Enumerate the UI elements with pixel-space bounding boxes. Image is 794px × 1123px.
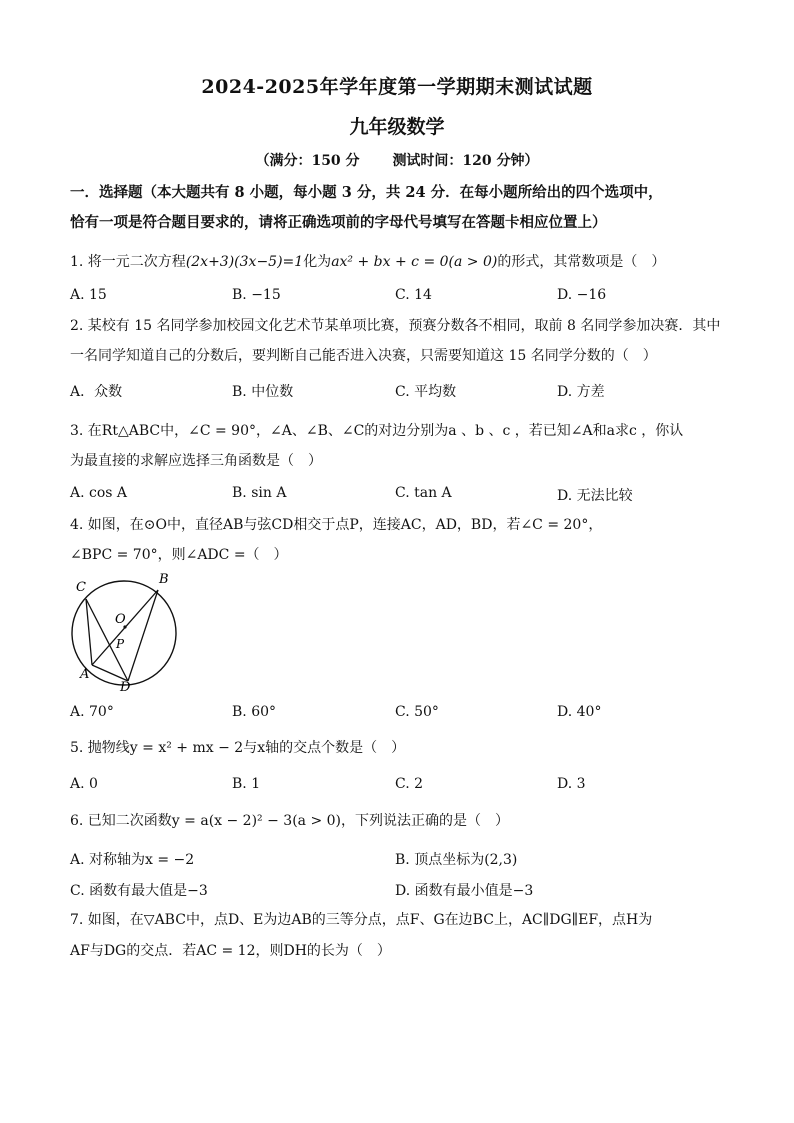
label-c: C — [76, 580, 86, 595]
section-heading-line2: 恰有一项是符合题目要求的，请将正确选项前的字母代号填写在答题卡相应位置上） — [70, 214, 607, 231]
q6-option-d[interactable]: D. 函数有最小值是−3 — [395, 883, 534, 899]
q3-option-c[interactable]: C. tan A — [395, 485, 452, 501]
question-7-line2: AF与DG的交点．若AC = 12，则DH的长为（ ） — [70, 943, 391, 959]
q6-option-c[interactable]: C. 函数有最大值是−3 — [70, 883, 208, 899]
label-b: B — [159, 572, 169, 587]
q5-option-b[interactable]: B. 1 — [232, 776, 261, 792]
q5-option-a[interactable]: A. 0 — [70, 776, 98, 792]
q4-option-b[interactable]: B. 60° — [232, 704, 277, 720]
segment-bd — [128, 590, 158, 681]
q4-option-d[interactable]: D. 40° — [557, 704, 602, 720]
question-7-line1: 7. 如图，在▽ABC中，点D、E为边AB的三等分点，点F、G在边BC上，AC∥DG∥EF，点H为 — [70, 912, 653, 928]
question-3-line2: 为最直接的求解应选择三角函数是（ ） — [70, 453, 322, 469]
circle-figure — [64, 571, 194, 693]
q2-option-a[interactable]: A．众数 — [70, 384, 123, 400]
q6-option-a[interactable]: A. 对称轴为x = −2 — [70, 852, 195, 868]
label-a: A — [80, 667, 90, 682]
q4-option-a[interactable]: A. 70° — [70, 704, 114, 720]
question-2-line1: 2. 某校有 15 名同学参加校园文化艺术节某单项比赛，预赛分数各不相同，取前 8 名同学参加决赛．其中 — [70, 318, 721, 334]
question-1 — [70, 247, 730, 277]
exam-title: 2024-2025年学年度第一学期期末测试试题 — [201, 76, 593, 98]
q2-option-b[interactable]: B. 中位数 — [232, 384, 294, 400]
q1-equation: (2x+3)(3x−5)=1 — [185, 254, 304, 270]
exam-info — [0, 150, 794, 170]
question-3-line1: 3. 在Rt△ABC中，∠C = 90°，∠A、∠B、∠C的对边分别为a 、b 、c ，若已知∠A和a求c ，你认 — [70, 423, 684, 439]
q1-text-a: 1. 将一元二次方程 — [70, 254, 186, 270]
label-d: D — [120, 680, 131, 693]
q6-options-row1 — [70, 849, 730, 873]
q1-options — [70, 287, 730, 311]
question-2-line2: 一名同学知道自己的分数后，要判断自己能否进入决赛，只需要知道这 15 名同学分数的（ ） — [70, 348, 657, 364]
segment-ad — [92, 665, 128, 681]
exam-subject: 九年级数学 — [349, 116, 445, 138]
q1-option-a[interactable]: A. 15 — [70, 287, 107, 303]
q3-option-d[interactable]: D. 无法比较 — [557, 488, 633, 504]
full-score: （满分：150 分 — [255, 153, 360, 169]
question-6: 6. 已知二次函数y = a(x − 2)² − 3(a > 0)，下列说法正确的是（ ） — [70, 813, 510, 829]
q1-standard-form: ax² + bx + c = 0(a > 0) — [331, 254, 498, 270]
q3-option-a[interactable]: A. cos A — [70, 485, 128, 501]
q6-options-row2 — [70, 880, 730, 904]
q1-option-c[interactable]: C. 14 — [395, 287, 432, 303]
label-p: P — [116, 637, 125, 651]
label-o: O — [115, 612, 126, 627]
q1-text-c: 的形式，其常数项是（ ） — [497, 254, 666, 270]
question-5: 5. 抛物线y = x² + mx − 2与x轴的交点个数是（ ） — [70, 740, 406, 756]
q1-option-b[interactable]: B. −15 — [232, 287, 281, 303]
q3-option-b[interactable]: B. sin A — [232, 485, 287, 501]
question-4-line1: 4. 如图，在⊙O中，直径AB与弦CD相交于点P，连接AC，AD，BD，若∠C = 20°， — [70, 517, 603, 533]
q3-options — [70, 485, 730, 509]
q2-option-d[interactable]: D. 方差 — [557, 384, 605, 400]
q5-options — [70, 776, 730, 800]
q6-option-b[interactable]: B. 顶点坐标为(2,3) — [395, 852, 518, 868]
section-heading-line1: 一．选择题（本大题共有 8 小题，每小题 3 分，共 24 分．在每小题所给出的四个选项中， — [70, 184, 663, 201]
q5-option-c[interactable]: C. 2 — [395, 776, 424, 792]
q5-option-d[interactable]: D. 3 — [557, 776, 586, 792]
q2-options — [70, 381, 730, 405]
question-4-line2: ∠BPC = 70°，则∠ADC =（ ） — [70, 547, 288, 563]
q1-text-b: 化为 — [303, 254, 332, 270]
q2-option-c[interactable]: C. 平均数 — [395, 384, 457, 400]
q4-option-c[interactable]: C. 50° — [395, 704, 439, 720]
exam-time: 测试时间：120 分钟） — [392, 153, 539, 169]
q1-option-d[interactable]: D. −16 — [557, 287, 607, 303]
q4-options — [70, 704, 730, 728]
